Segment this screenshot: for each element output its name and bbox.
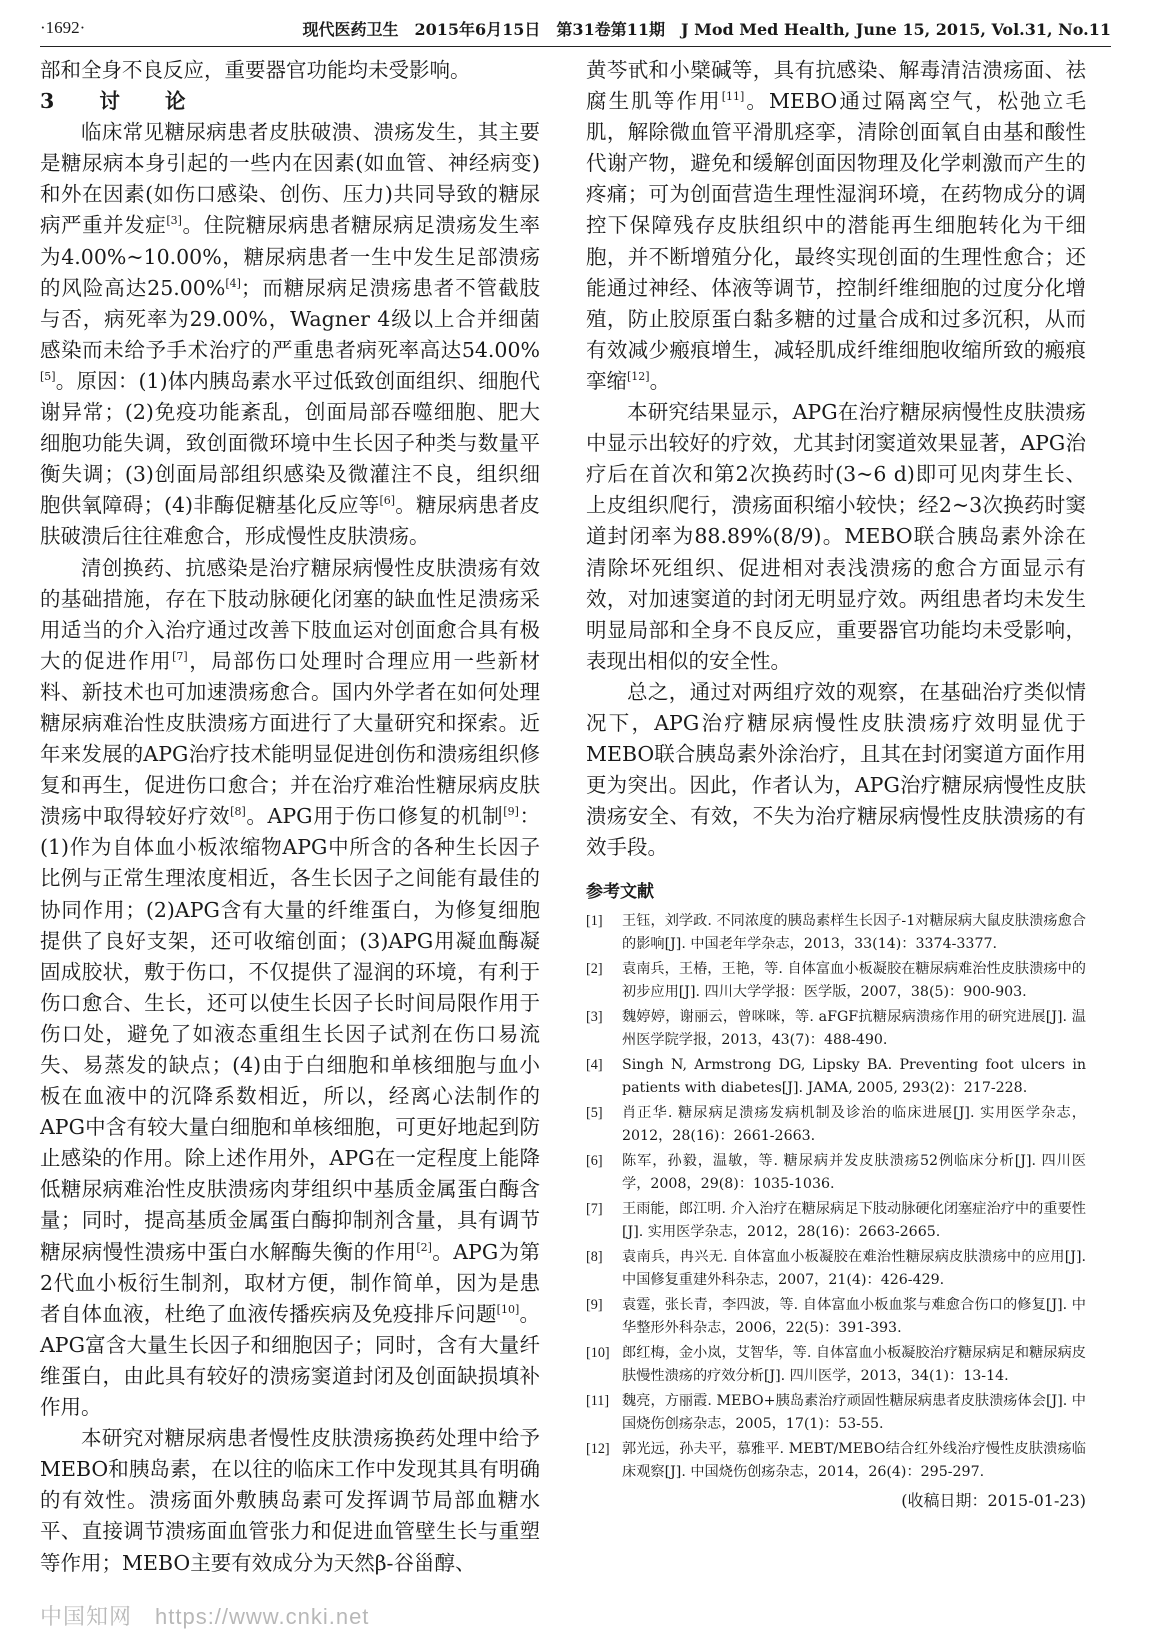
reference-text: 陈军，孙毅，温敏，等. 糖尿病并发皮肤溃疡52例临床分析[J]. 四川医学，2008，29(8)：1035-1036.	[622, 1153, 1086, 1193]
paragraph: 黄芩甙和小檗碱等，具有抗感染、解毒清洁溃疡面、祛腐生肌等作用[11]。MEBO通过隔离空气，松弛立毛肌，解除微血管平滑肌痉挛，清除创面氧自由基和酸性代谢产物，避免和缓解创面因物理及化学刺激而产生的疼痛；可为创面营造生理性湿润环境，在药物成分的调控下保障残存皮肤组织中的潜能再生细胞转化为干细胞，并不断增殖分化，最终实现创面的生理性愈合；还能通过神经、体液等调节，控制纤维细胞的过度分化增殖，防止胶原蛋白黏多糖的过量合成和过多沉积，从而有效减少瘢痕增生，减轻肌成纤维细胞收缩所致的瘢痕挛缩[12]。	[586, 58, 1086, 393]
references-heading: 参考文献	[586, 882, 654, 903]
reference-text: 王钰，刘学政. 不同浓度的胰岛素样生长因子-1对糖尿病大鼠皮肤溃疡愈合的影响[J]. 中国老年学杂志，2013，33(14)：3374-3377.	[622, 913, 1086, 953]
reference-number: [7]	[586, 1201, 603, 1218]
reference-text: 郭光远，孙夫平，慕雅平. MEBT/MEBO结合红外线治疗慢性皮肤溃疡临床观察[J]. 中国烧伤创疡杂志，2014，26(4)：295-297.	[622, 1441, 1086, 1481]
reference-text: 袁南兵，冉兴无. 自体富血小板凝胶在难治性糖尿病皮肤溃疡中的应用[J]. 中国修复重建外科杂志，2007，21(4)：426-429.	[622, 1249, 1086, 1289]
reference-number: [10]	[586, 1345, 610, 1362]
reference-number: [1]	[586, 913, 603, 930]
reference-number: [12]	[586, 1441, 610, 1458]
reference-item	[586, 1390, 1086, 1436]
left-column	[40, 55, 540, 1579]
reference-item	[586, 1294, 1086, 1340]
reference-item	[586, 1342, 1086, 1388]
reference-number: [9]	[586, 1297, 603, 1314]
reference-text: 王雨能，郎江明. 介入治疗在糖尿病足下肢动脉硬化闭塞症治疗中的重要性[J]. 实用医学杂志，2012，28(16)：2663-2665.	[622, 1201, 1086, 1241]
running-header	[40, 14, 1111, 47]
paragraph: 清创换药、抗感染是治疗糖尿病慢性皮肤溃疡有效的基础措施，存在下肢动脉硬化闭塞的缺血性足溃疡采用适当的介入治疗通过改善下肢血运对创面愈合具有极大的促进作用[7]，局部伤口处理时合理应用一些新材料、新技术也可加速溃疡愈合。国内外学者在如何处理糖尿病难治性皮肤溃疡方面进行了大量研究和探索。近年来发展的APG治疗技术能明显促进创伤和溃疡组织修复和再生，促进伤口愈合；并在治疗难治性糖尿病皮肤溃疡中取得较好疗效[8]。APG用于伤口修复的机制[9]：(1)作为自体血小板浓缩物APG中所含的各种生长因子比例与正常生理浓度相近，各生长因子之间能有最佳的协同作用；(2)APG含有大量的纤维蛋白，为修复细胞提供了良好支架，还可收缩创面；(3)APG用凝血酶凝固成胶状，敷于伤口，不仅提供了湿润的环境，有利于伤口愈合、生长，还可以使生长因子长时间局限作用于伤口处，避免了如液态重组生长因子试剂在伤口易流失、易蒸发的缺点；(4)由于白细胞和单核细胞与血小板在血液中的沉降系数相近，所以，经离心法制作的APG中含有较大量白细胞和单核细胞，可更好地起到防止感染的作用。除上述作用外，APG在一定程度上能降低糖尿病难治性皮肤溃疡肉芽组织中基质金属蛋白酶含量；同时，提高基质金属蛋白酶抑制剂含量，具有调节糖尿病慢性溃疡中蛋白水解酶失衡的作用[2]。APG为第2代血小板衍生制剂，取材方便，制作简单，因为是患者自体血液，杜绝了血液传播疾病及免疫排斥问题[10]。APG富含大量生长因子和细胞因子；同时，含有大量纤维蛋白，由此具有较好的溃疡窦道封闭及创面缺损填补作用。	[40, 555, 541, 1420]
reference-number: [3]	[586, 1009, 603, 1026]
reference-item	[586, 1150, 1086, 1196]
reference-item	[586, 910, 1086, 956]
cnki-watermark: 中国知网 https://www.cnki.net	[40, 1604, 370, 1629]
reference-text: 袁霆，张长青，李四波，等. 自体富血小板血浆与难愈合伤口的修复[J]. 中华整形外科杂志，2006，22(5)：391-393.	[622, 1297, 1086, 1337]
reference-item	[586, 1054, 1086, 1100]
reference-item	[586, 958, 1086, 1004]
reference-text: 肖正华. 糖尿病足溃疡发病机制及诊治的临床进展[J]. 实用医学杂志，2012，28(16)：2661-2663.	[622, 1105, 1086, 1145]
received-date: (收稿日期：2015-01-23)	[901, 1491, 1086, 1511]
reference-item	[586, 1246, 1086, 1292]
reference-number: [6]	[586, 1153, 603, 1170]
section-title: 3 讨 论	[40, 89, 198, 114]
reference-text: Singh N, Armstrong DG, Lipsky BA. Preventing foot ulcers in patients with diabetes[J]. JAMA, 2005, 293(2)：217-228.	[622, 1057, 1086, 1097]
reference-number: [5]	[586, 1105, 603, 1122]
reference-text: 袁南兵，王椿，王艳，等. 自体富血小板凝胶在糖尿病难治性皮肤溃疡中的初步应用[J]. 四川大学学报：医学版，2007，38(5)：900-903.	[622, 961, 1086, 1001]
paragraph: 总之，通过对两组疗效的观察，在基础治疗类似情况下，APG治疗糖尿病慢性皮肤溃疡疗效明显优于MEBO联合胰岛素外涂治疗，且其在封闭窦道方面作用更为突出。因此，作者认为，APG治疗糖尿病慢性皮肤溃疡安全、有效，不失为治疗糖尿病慢性皮肤溃疡的有效手段。	[586, 679, 1086, 860]
paragraph: 本研究对糖尿病患者慢性皮肤溃疡换药处理中给予MEBO和胰岛素，在以往的临床工作中发现其具有明确的有效性。溃疡面外敷胰岛素可发挥调节局部血糖水平、直接调节溃疡面血管张力和促进血管壁生长与重塑等作用；MEBO主要有效成分为天然β-谷甾醇、	[40, 1426, 540, 1575]
reference-item	[586, 1102, 1086, 1148]
journal-info: 现代医药卫生 2015年6月15日 第31卷第11期 J Mod Med Health, June 15, 2015, Vol.31, No.11	[302, 19, 1111, 39]
reference-item	[586, 1438, 1086, 1484]
reference-item	[586, 1006, 1086, 1052]
reference-text: 郎红梅，金小岚，艾智华，等. 自体富血小板凝胶治疗糖尿病足和糖尿病皮肤慢性溃疡的疗效分析[J]. 四川医学，2013，34(1)：13-14.	[622, 1345, 1086, 1385]
page-number: ·1692·	[40, 18, 86, 37]
reference-number: [8]	[586, 1249, 603, 1266]
reference-list	[586, 910, 1086, 1484]
reference-item	[586, 1198, 1086, 1244]
right-column	[586, 55, 1086, 1511]
paragraph: 部和全身不良反应，重要器官功能均未受影响。	[40, 58, 471, 82]
paragraph: 临床常见糖尿病患者皮肤破溃、溃疡发生，其主要是糖尿病本身引起的一些内在因素(如血管、神经病变)和外在因素(如伤口感染、创伤、压力)共同导致的糖尿病严重并发症[3]。住院糖尿病患者糖尿病足溃疡发生率为4.00%~10.00%，糖尿病患者一生中发生足部溃疡的风险高达25.00%[4]；而糖尿病足溃疡患者不管截肢与否，病死率为29.00%，Wagner 4级以上合并细菌感染而未给予手术治疗的严重患者病死率高达54.00%[5]。原因：(1)体内胰岛素水平过低致创面组织、细胞代谢异常；(2)免疫功能紊乱，创面局部吞噬细胞、肥大细胞功能失调，致创面微环境中生长因子种类与数量平衡失调；(3)创面局部组织感染及微灌注不良，组织细胞供氧障碍；(4)非酶促糖基化反应等[6]。糖尿病患者皮肤破溃后往往难愈合，形成慢性皮肤溃疡。	[40, 120, 541, 549]
reference-number: [11]	[586, 1393, 610, 1410]
reference-number: [2]	[586, 961, 603, 978]
reference-text: 魏亮，方丽霞. MEBO+胰岛素治疗顽固性糖尿病患者皮肤溃疡体会[J]. 中国烧伤创疡杂志，2005，17(1)：53-55.	[622, 1393, 1086, 1433]
reference-number: [4]	[586, 1057, 603, 1074]
reference-text: 魏婷婷，谢丽云，曾咪咪，等. aFGF抗糖尿病溃疡作用的研究进展[J]. 温州医学院学报，2013，43(7)：488-490.	[622, 1009, 1086, 1049]
paragraph: 本研究结果显示，APG在治疗糖尿病慢性皮肤溃疡中显示出较好的疗效，尤其封闭窦道效果显著，APG治疗后在首次和第2次换药时(3~6 d)即可见肉芽生长、上皮组织爬行，溃疡面积缩小较快；经2~3次换药时窦道封闭率为88.89%(8/9)。MEBO联合胰岛素外涂在清除坏死组织、促进相对表浅溃疡的愈合方面显示有效，对加速窦道的封闭无明显疗效。两组患者均未发生明显局部和全身不良反应，重要器官功能均未受影响，表现出相似的安全性。	[586, 400, 1086, 673]
